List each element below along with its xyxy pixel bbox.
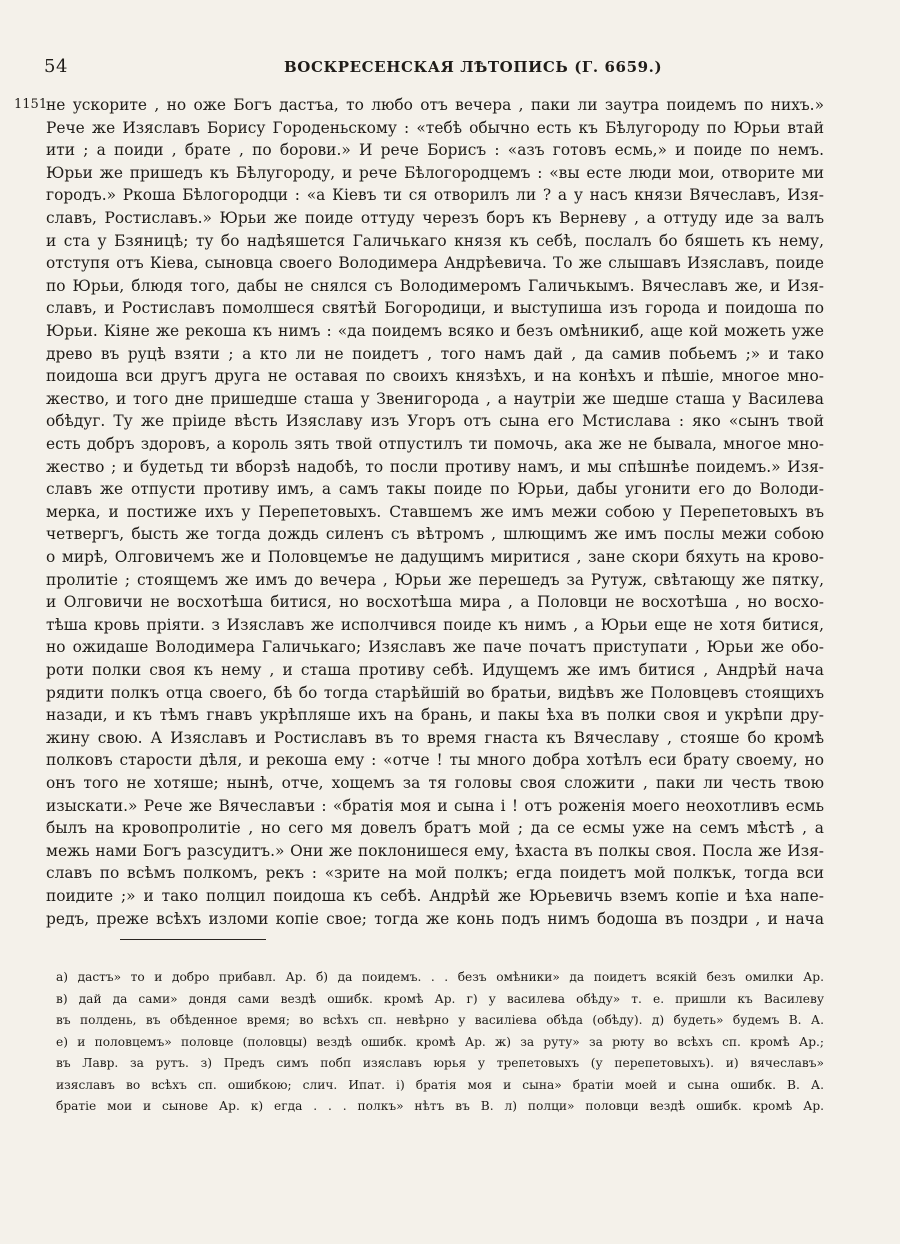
text-line: есть добръ здоровъ, а король зять твой отпустилъ ти помочь, ака же не бывала, многое мно- (46, 435, 824, 453)
text-line: и Олговичи не восхотѣша битися, но восхотѣша мира , а Половци не восхотѣша , но восхо- (46, 593, 824, 612)
text-line: рядити полкъ отца своего, бѣ бо тогда старѣйшій во братьи, видѣвъ же Половцевъ стоящихъ (46, 683, 824, 702)
text-line: поидоша вси другъ друга не оставая по своихъ князѣхъ, и на конѣхъ и пѣшіе, многое мно- (46, 367, 824, 386)
text-line: онъ того не хотяше; нынѣ, отче, хощемъ за тя головы своя сложити , паки ли честь твою (46, 774, 824, 792)
text-line: Рече же Изяславъ Борису Городеньскому : «тебѣ обычно есть къ Бѣлугороду по Юрьи втай (46, 118, 824, 137)
page-header (44, 56, 834, 86)
text-line: древо въ руцѣ взяти ; а кто ли не поидетъ , того намъ дай , да самив побьемъ ;» и тако (46, 344, 824, 363)
text-line: и ста у Бзяницѣ; ту бо надѣяшется Галичькаго князя къ себѣ, послалъ бо бяшеть къ нему, (46, 231, 824, 250)
text-line: редъ, преже всѣхъ изломи копіе свое; тогда же конь подъ нимъ бодоша въ поздри , и нача (46, 909, 824, 928)
text-line: мерка, и постиже ихъ у Перепетовыхъ. Ставшемъ же имъ межи собою у Перепетовыхъ въ (46, 502, 824, 521)
text-line: ити ; а поиди , брате , по борови.» И рече Борисъ : «азъ готовъ есмь,» и поиде по немъ. (46, 141, 824, 160)
text-line: полковъ старости дѣля, и рекоша ему : «отче ! ты много добра хотѣлъ еси брату своему, но (46, 751, 824, 770)
footnote-line: въ полдень, въ обѣденное время; во всѣхъ сп. невѣрно у василіева обѣда (обѣду). д) будеть» будемъ В. А. (56, 1013, 824, 1027)
text-line: поидите ;» и тако полцил поидоша къ себѣ. Андрѣй же Юрьевичь вземъ копіе и ѣха напе- (46, 887, 824, 905)
text-line: пролитіе ; стоящемъ же имъ до вечера , Юрьи же перешедъ за Рутуж, свѣтающу же пятку, (46, 570, 824, 589)
text-line: славъ, Ростиславъ.» Юрьи же поиде оттуду черезъ боръ къ Верневу , а оттуду иде за валъ (46, 209, 824, 227)
text-line: славъ, и Ростиславъ помолшеся святѣй Богородици, и выступиша изъ города и поидоша по (46, 299, 824, 318)
text-line: отступя отъ Кіева, сыновца своего Володимера Андрѣевича. То же слышавъ Изяславъ, поиде (46, 254, 824, 273)
footnote-line: е) и половцемъ» половце (половцы) вездѣ ошибк. кромѣ Ар. ж) за руту» за рюту во всѣхъ сп. кромѣ Ар.; (56, 1034, 824, 1049)
text-line: изыскати.» Рече же Вячеславъи : «братія моя и сына і ! отъ роженія моего неохотливъ есмь (46, 796, 824, 815)
text-line: не ускорите , но оже Богъ дастъа, то любо отъ вечера , паки ли заутра поидемъ по нихъ.» (46, 96, 824, 114)
text-line: славъ же отпусти противу имъ, а самъ такы поиде по Юрьи, дабы угонити его до Володи- (46, 480, 824, 499)
text-line: городъ.» Ркоша Бѣлогородци : «а Кіевъ ти ся отворилъ ли ? а у насъ князи Вячеславъ, Изя- (46, 186, 824, 205)
footnote-line: братіе мои и сынове Ар. к) егда . . . полкъ» нѣтъ въ В. л) полци» половци вездѣ ошибк. кромѣ Ар. (56, 1099, 824, 1113)
footnote-separator (120, 939, 266, 940)
text-line: назади, и къ тѣмъ гнавъ укрѣпляше ихъ на брань, и пакы ѣха въ полки своя и укрѣпи дру- (46, 706, 824, 725)
text-line: жину свою. А Изяславъ и Ростиславъ въ то время гнаста къ Вячеславу , стояше бо кромѣ (46, 728, 824, 747)
text-line: по Юрьи, блюдя того, дабы не снялся съ Володимеромъ Галичькымъ. Вячеславъ же, и Изя- (46, 276, 824, 295)
running-title: ВОСКРЕСЕНСКАЯ ЛѢТОПИСЬ (Г. 6659.) (284, 58, 663, 76)
text-line: четвергъ, бысть же тогда дождь силенъ съ вѣтромъ , шлющимъ же имъ послы межи собою (46, 525, 824, 544)
margin-year: 1151 (14, 97, 48, 112)
text-line: жество ; и будетьд ти вборзѣ надобѣ, то посли противу намъ, и мы спѣшнѣе поидемъ.» Изя- (46, 457, 824, 476)
text-line: межь нами Богъ разсудитъ.» Они же поклонишеся ему, ѣхаста въ полкы своя. Посла же Изя- (46, 841, 824, 860)
footnote-line: а) дастъ» то и добро прибавл. Ар. б) да поидемъ. . . безъ омѣники» да поидетъ всякій безъ омилки Ар. (56, 970, 824, 984)
text-line: но ожидаше Володимера Галичькаго; Изяславъ же паче початъ приступати , Юрьи же обо- (46, 638, 824, 657)
text-line: обѣдуг. Ту же пріиде вѣсть Изяславу изъ Угоръ отъ сына его Мстислава : яко «сынъ твой (46, 412, 824, 431)
footnote-line: изяславъ во всѣхъ сп. ошибкою; слич. Ипат. і) братія моя и сына» братіи моей и сына ошибк. В. А. (56, 1077, 824, 1092)
text-line: жество, и того дне пришедше сташа у Звенигорода , а наутріи же шедше сташа у Василева (46, 389, 824, 408)
text-line: тѣша кровь пріяти. з Изяславъ же исполчився поиде къ нимъ , а Юрьи еще не хотя битися, (46, 615, 824, 634)
text-line: былъ на кровопролитіе , но сего мя довелъ братъ мой ; да се есмы уже на семъ мѣстѣ , а (46, 819, 824, 838)
text-line: о мирѣ, Олговичемъ же и Половцемъе не дадущимъ миритися , зане скори бяхуть на крово- (46, 548, 824, 566)
footnote-line: въ Лавр. за рутъ. з) Предъ симъ побп изяславъ юрья у трепетовыхъ (у перепетовыхъ). и) вячеславъ» (56, 1056, 824, 1070)
page-number: 54 (44, 56, 68, 77)
text-line: Юрьи. Кіяне же рекоша къ нимъ : «да поидемъ всяко и безъ омѣникиб, аще кой можеть уже (46, 322, 824, 340)
footnote-line: в) дай да сами» дондя сами вездѣ ошибк. кромѣ Ар. г) у василева обѣду» т. е. пришли къ Василеву (56, 991, 824, 1006)
text-line: роти полки своя къ нему , и сташа противу себѣ. Идущемъ же имъ битися , Андрѣй нача (46, 661, 824, 679)
text-line: славъ по всѣмъ полкомъ, рекъ : «зрите на мой полкъ; егда поидетъ мой полкък, тогда вси (46, 864, 824, 883)
text-line: Юрьи же пришедъ къ Бѣлугороду, и рече Бѣлогородцемъ : «вы есте люди мои, отворите ми (46, 163, 824, 182)
